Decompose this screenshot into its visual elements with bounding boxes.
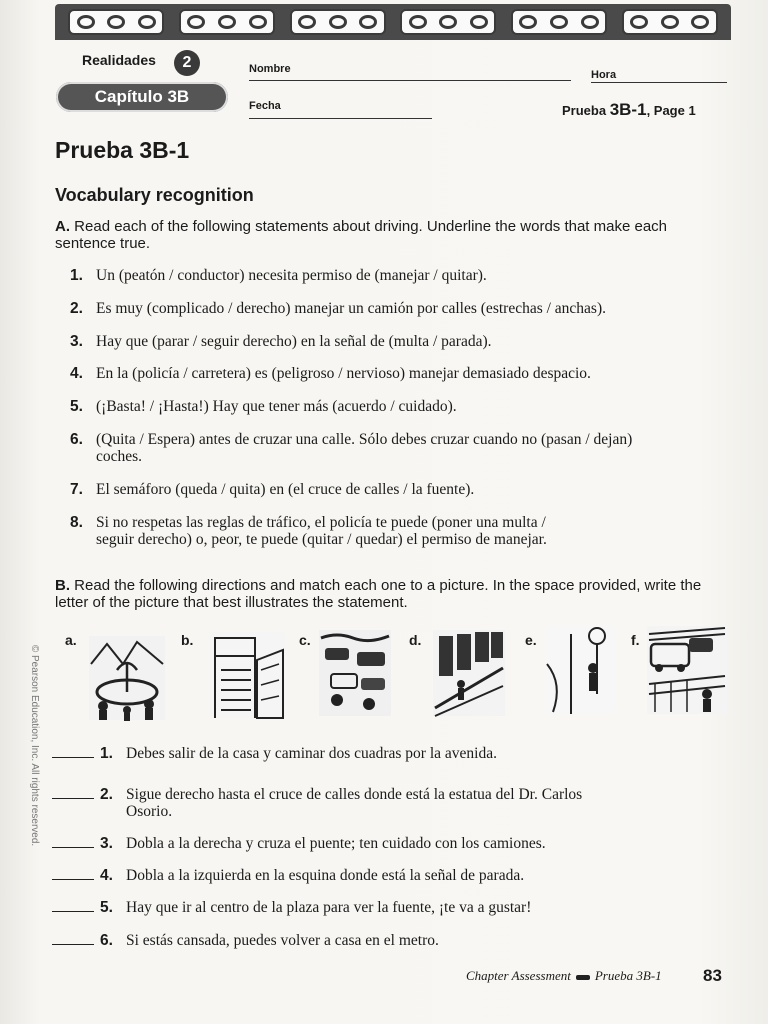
item-number: 3. — [70, 333, 83, 350]
item-text: Sigue derecho hasta el cruce de calles donde está la estatua del Dr. Carlos — [126, 786, 583, 803]
fecha-label: Fecha — [249, 100, 281, 112]
item-text: Dobla a la derecha y cruza el puente; ten cuidado con los camiones. — [126, 835, 546, 852]
item-text: Hay que (parar / seguir derecho) en la señal de (multa / parada). — [96, 333, 492, 350]
item-text: Un (peatón / conductor) necesita permiso de (manejar / quitar). — [96, 267, 487, 284]
metro-stairs-icon — [207, 630, 287, 720]
banner-ornament-icon — [400, 9, 496, 35]
part-a-item — [70, 300, 730, 317]
item-text: (Quita / Espera) antes de cruzar una calle. Sólo debes cruzar cuando no (pasan / dejan) — [96, 431, 633, 448]
item-number: 2. — [100, 786, 113, 803]
footer-chapter: Chapter Assessment — [466, 968, 571, 983]
hora-label: Hora — [591, 69, 617, 81]
item-number: 5. — [70, 398, 83, 415]
avenue-walk-icon — [431, 628, 507, 718]
part-a-item — [70, 365, 730, 382]
prueba-id: 3B-1 — [609, 100, 647, 119]
picture-label: e. — [525, 632, 537, 648]
copyright-side-text: © Pearson Education, Inc. All rights reserved. — [29, 644, 41, 847]
picture-label: f. — [631, 632, 640, 648]
item-text: Debes salir de la casa y caminar dos cuadras por la avenida. — [126, 745, 497, 762]
item-number: 5. — [100, 899, 113, 916]
hora-line[interactable] — [591, 82, 727, 83]
banner-ornament-icon — [622, 9, 718, 35]
part-a-item — [70, 514, 730, 548]
part-a-item — [70, 398, 730, 415]
bridge-trucks-icon — [645, 624, 729, 716]
footer-separator-icon — [576, 975, 590, 980]
item-text: Es muy (complicado / derecho) manejar un camión por calles (estrechas / anchas). — [96, 300, 607, 317]
part-b-item — [52, 932, 732, 949]
greek-key-banner — [55, 4, 731, 40]
part-b-item — [52, 786, 732, 820]
part-b-letter: B. — [55, 577, 70, 594]
item-text-continued: coches. — [96, 448, 143, 465]
item-text: Hay que ir al centro de la plaza para ver la fuente, ¡te va a gustar! — [126, 899, 532, 916]
prueba-word: Prueba — [562, 103, 607, 118]
part-b-item — [52, 867, 732, 884]
item-number: 4. — [70, 365, 83, 382]
footer-prueba: Prueba 3B-1 — [594, 968, 662, 983]
part-b-instructions — [55, 577, 723, 611]
banner-ornament-icon — [511, 9, 607, 35]
item-text: Si no respetas las reglas de tráfico, el policía te puede (poner una multa / — [96, 514, 546, 531]
item-text: El semáforo (queda / quita) en (el cruce de calles / la fuente). — [96, 481, 475, 498]
item-text: En la (policía / carretera) es (peligroso / nervioso) manejar demasiado despacio. — [96, 365, 591, 382]
nombre-line[interactable] — [249, 80, 571, 81]
part-b-item — [52, 899, 732, 916]
picture-strip — [65, 624, 730, 724]
page-title: Prueba 3B-1 — [55, 137, 190, 163]
item-number: 8. — [70, 514, 83, 531]
part-b-item — [52, 745, 732, 762]
item-text-continued: Osorio. — [126, 803, 173, 820]
part-a-item — [70, 481, 730, 498]
item-number: 2. — [70, 300, 83, 317]
plaza-fountain-icon — [87, 634, 167, 722]
page-number: 83 — [703, 966, 722, 985]
answer-blank[interactable] — [52, 757, 94, 758]
item-number: 3. — [100, 835, 113, 852]
item-number: 1. — [70, 267, 83, 284]
answer-blank[interactable] — [52, 847, 94, 848]
item-number: 7. — [70, 481, 83, 498]
item-text: Si estás cansada, puedes volver a casa en el metro. — [126, 932, 439, 949]
answer-blank[interactable] — [52, 798, 94, 799]
picture-label: d. — [409, 632, 422, 648]
item-number: 1. — [100, 745, 113, 762]
item-text-continued: seguir derecho) o, peor, te puede (quitar / quedar) el permiso de manejar. — [96, 531, 547, 548]
prueba-page-label — [562, 100, 696, 120]
picture-label: c. — [299, 632, 311, 648]
item-number: 6. — [70, 431, 83, 448]
picture-label: a. — [65, 632, 77, 648]
answer-blank[interactable] — [52, 944, 94, 945]
answer-blank[interactable] — [52, 879, 94, 880]
item-number: 6. — [100, 932, 113, 949]
part-a-letter: A. — [55, 218, 70, 235]
fecha-line[interactable] — [249, 118, 432, 119]
part-a-text: Read each of the following statements about driving. Underline the words that make each sentence true. — [55, 218, 668, 252]
realidades-label: Realidades — [82, 52, 156, 68]
realidades-level-badge: 2 — [174, 50, 200, 76]
item-text: (¡Basta! / ¡Hasta!) Hay que tener más (acuerdo / cuidado). — [96, 398, 457, 415]
part-a-item — [70, 431, 730, 465]
banner-ornament-icon — [68, 9, 164, 35]
part-a-instructions — [55, 218, 723, 252]
answer-blank[interactable] — [52, 911, 94, 912]
banner-ornament-icon — [290, 9, 386, 35]
picture-label: b. — [181, 632, 194, 648]
part-a-item — [70, 333, 730, 350]
part-a-item — [70, 267, 730, 284]
part-b-text: Read the following directions and match each one to a picture. In the space provided, write the letter of the picture that best illustrates the statement. — [55, 577, 702, 611]
section-heading: Vocabulary recognition — [55, 185, 254, 205]
prueba-page-suffix: , Page 1 — [646, 103, 696, 118]
traffic-intersection-icon — [317, 628, 393, 718]
chapter-badge: Capítulo 3B — [56, 82, 228, 112]
part-b-item — [52, 835, 732, 852]
stop-sign-corner-icon — [543, 624, 617, 716]
nombre-label: Nombre — [249, 63, 291, 75]
banner-ornament-icon — [179, 9, 275, 35]
item-number: 4. — [100, 867, 113, 884]
item-text: Dobla a la izquierda en la esquina donde está la señal de parada. — [126, 867, 525, 884]
footer-caption — [466, 968, 662, 984]
